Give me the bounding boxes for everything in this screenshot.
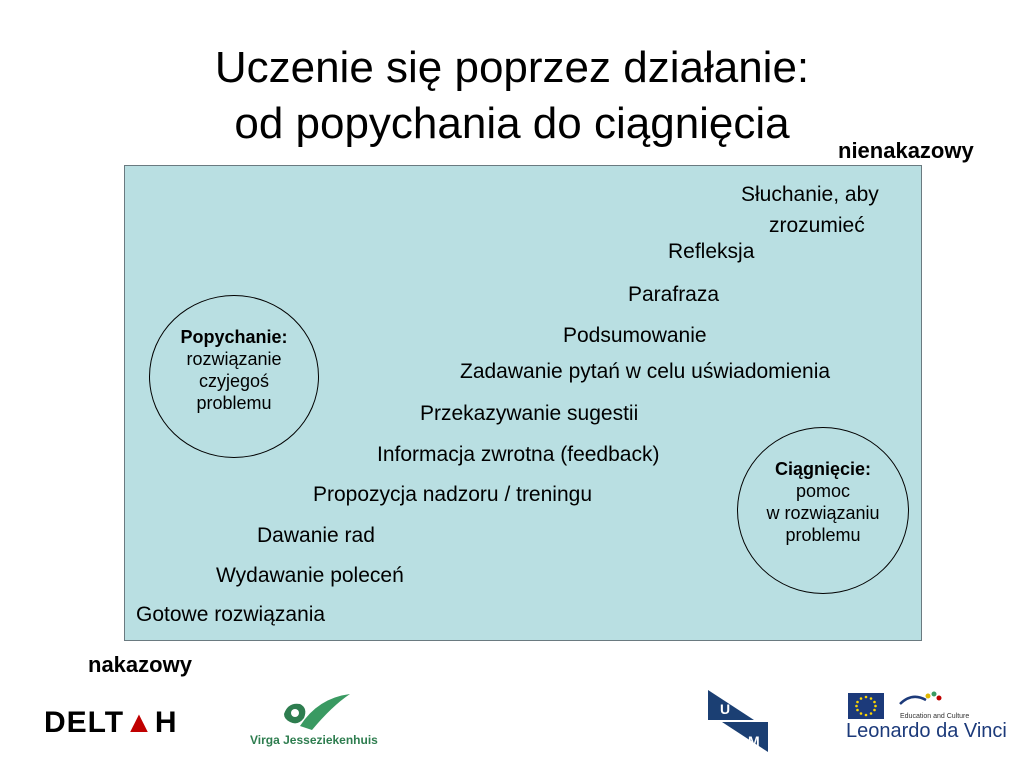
leonardo-logo-text: Leonardo da Vinci [846, 720, 1007, 742]
deltah-triangle-icon: ▲ [124, 706, 155, 739]
title-line-2: od popychania do ciągnięcia [234, 99, 790, 148]
step-questions: Zadawanie pytań w celu uświadomienia [460, 360, 831, 383]
axis-label-top: nienakazowy [838, 138, 974, 163]
pull-circle [737, 427, 909, 594]
pull-line-3: problemu [785, 525, 861, 545]
push-line-1: rozwiązanie [186, 349, 282, 369]
step-commands: Wydawanie poleceń [216, 564, 404, 587]
step-advice: Dawanie rad [257, 524, 375, 547]
logo-bar [0, 680, 1024, 768]
step-ready-solutions: Gotowe rozwiązania [136, 603, 326, 626]
um-letter-u: U [720, 701, 731, 717]
eu-flag-icon [848, 693, 884, 719]
push-line-2: czyjegoś [198, 371, 270, 391]
spectrum-panel [124, 165, 922, 641]
step-supervision: Propozycja nadzoru / treningu [313, 483, 592, 506]
deltah-text-right: H [154, 706, 178, 739]
step-paraphrase: Parafraza [628, 283, 720, 306]
push-line-3: problemu [196, 393, 272, 413]
deltah-logo [44, 706, 177, 740]
push-title: Popychanie: [180, 327, 288, 347]
pull-line-2: w rozwiązaniu [766, 503, 880, 523]
education-culture-text: Education and Culture [900, 713, 970, 720]
step-listening-line1: Słuchanie, aby [741, 183, 879, 206]
title-line-1: Uczenie się poprzez działanie: [214, 43, 810, 92]
pull-title: Ciągnięcie: [774, 459, 872, 479]
slide-title [0, 40, 1024, 152]
axis-label-bottom: nakazowy [88, 652, 192, 677]
push-circle [149, 295, 319, 458]
step-reflection: Refleksja [668, 240, 755, 263]
deltah-text-left: DELT [44, 706, 125, 739]
step-suggestions: Przekazywanie sugestii [420, 402, 639, 425]
step-feedback: Informacja zwrotna (feedback) [377, 443, 660, 466]
pull-line-1: pomoc [795, 481, 851, 501]
step-listening-line2: zrozumieć [769, 214, 865, 237]
um-logo-icon [708, 690, 768, 752]
education-culture-icon [898, 688, 944, 710]
step-summary: Podsumowanie [563, 324, 707, 347]
virga-leaf-icon [278, 692, 354, 734]
virga-logo-text: Virga Jesseziekenhuis [250, 733, 378, 747]
um-letter-m: M [748, 733, 760, 749]
